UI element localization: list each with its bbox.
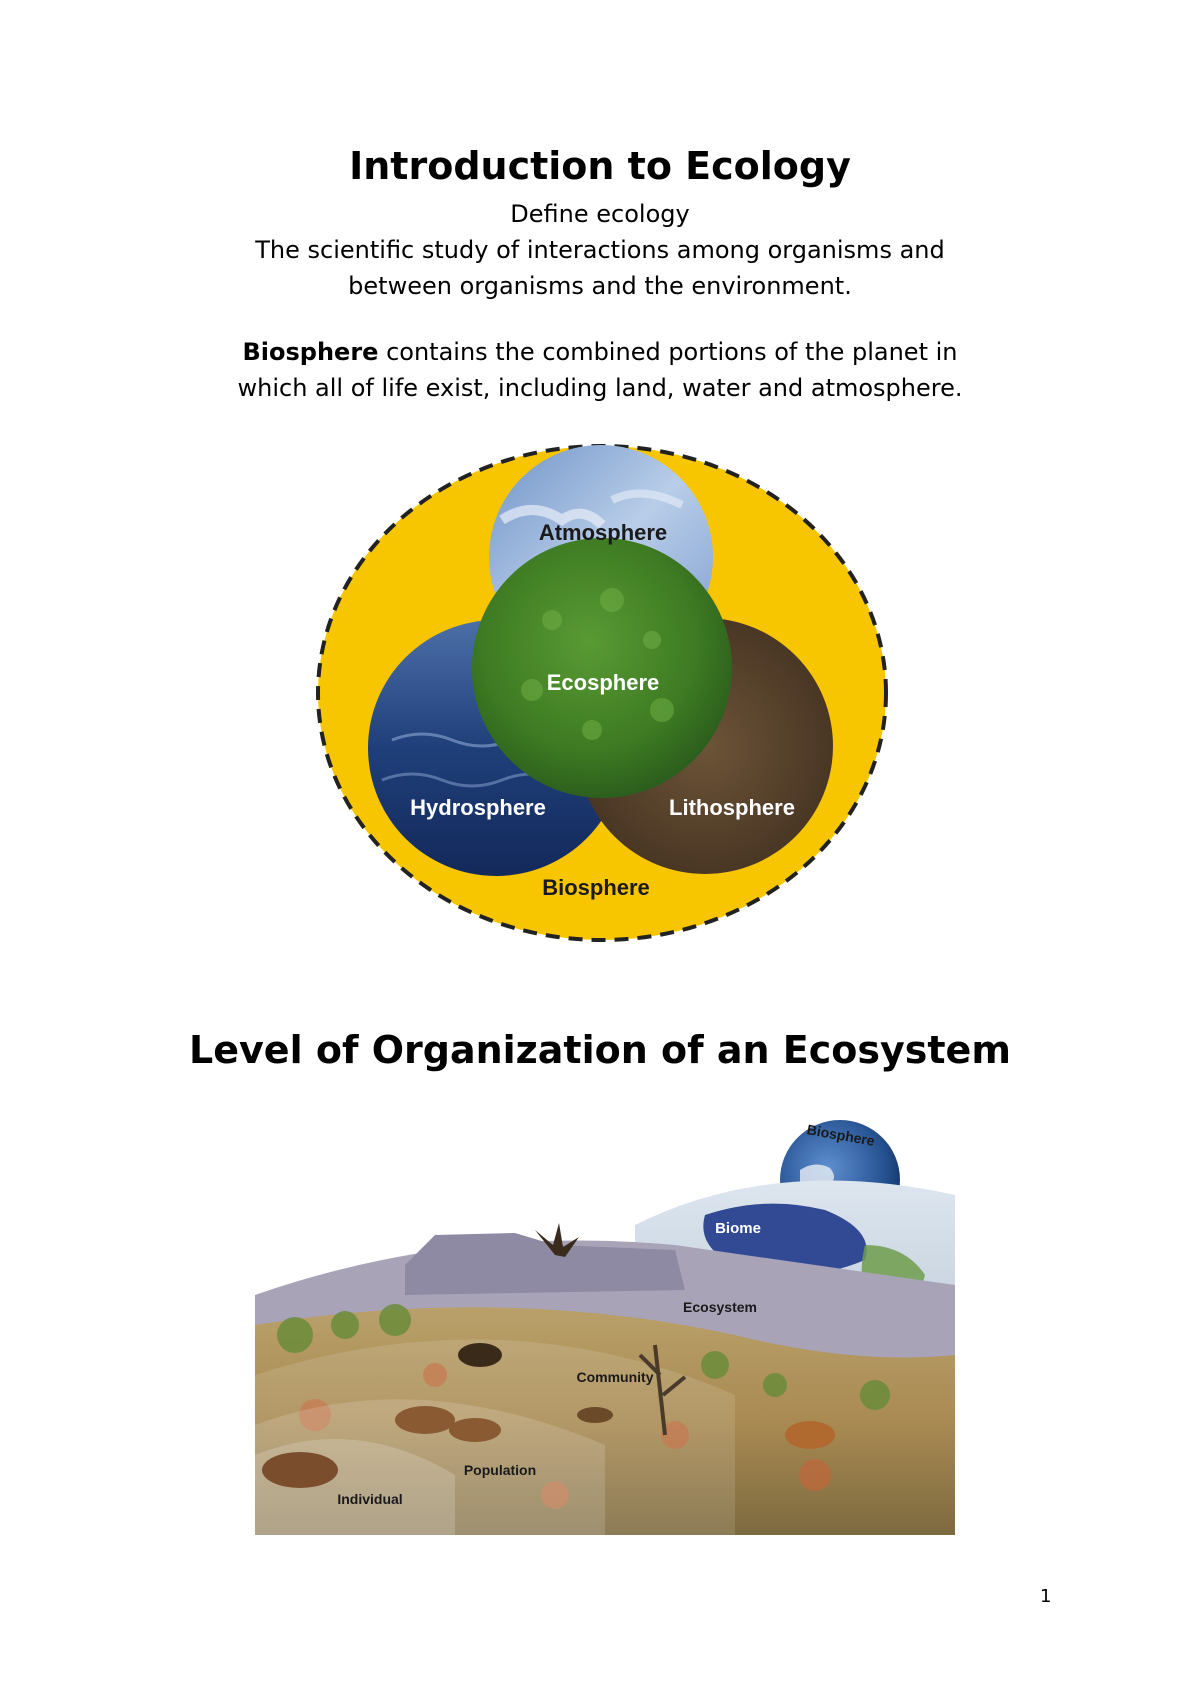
- biosphere-line-1: [0, 334, 1200, 370]
- moose: [458, 1343, 502, 1367]
- page-title: Introduction to Ecology: [349, 144, 851, 188]
- individual-level-label: Individual: [337, 1491, 403, 1507]
- community-level-label: Community: [576, 1369, 654, 1385]
- biosphere-term: Biosphere: [242, 338, 379, 366]
- define-heading: Define ecology: [510, 200, 690, 228]
- biosphere-label: Biosphere: [542, 875, 650, 900]
- elk-herd-2: [449, 1418, 501, 1442]
- biosphere-line-2: which all of life exist, including land, water and atmosphere.: [237, 374, 963, 402]
- biosphere-description: [0, 334, 1200, 406]
- definition-block: [0, 196, 1200, 304]
- section-title: Level of Organization of an Ecosystem: [189, 1028, 1011, 1072]
- biosphere-level-label: Biosphere: [805, 1121, 876, 1149]
- lynx: [577, 1407, 613, 1423]
- biosphere-line-1-rest: contains the combined portions of the planet in: [378, 338, 958, 366]
- elk-individual: [262, 1452, 338, 1488]
- lithosphere-label: Lithosphere: [669, 795, 795, 820]
- population-level-label: Population: [463, 1462, 537, 1478]
- ecosphere-label: Ecosphere: [546, 670, 660, 695]
- definition-line-2: between organisms and the environment.: [348, 272, 852, 300]
- levels-of-organization-diagram: [255, 1115, 955, 1535]
- biome-level-label: Biome: [715, 1220, 761, 1237]
- bear: [785, 1421, 835, 1449]
- ecosphere-circle: [472, 538, 732, 798]
- page-number: 1: [1040, 1586, 1052, 1607]
- atmosphere-label: Atmosphere: [538, 520, 668, 545]
- ecosystem-level-label: Ecosystem: [683, 1299, 757, 1315]
- spheres-diagram: [312, 440, 892, 950]
- elk-herd-1: [395, 1406, 455, 1434]
- definition-line-1: The scientific study of interactions among organisms and: [255, 236, 945, 264]
- hydrosphere-label: Hydrosphere: [410, 795, 546, 820]
